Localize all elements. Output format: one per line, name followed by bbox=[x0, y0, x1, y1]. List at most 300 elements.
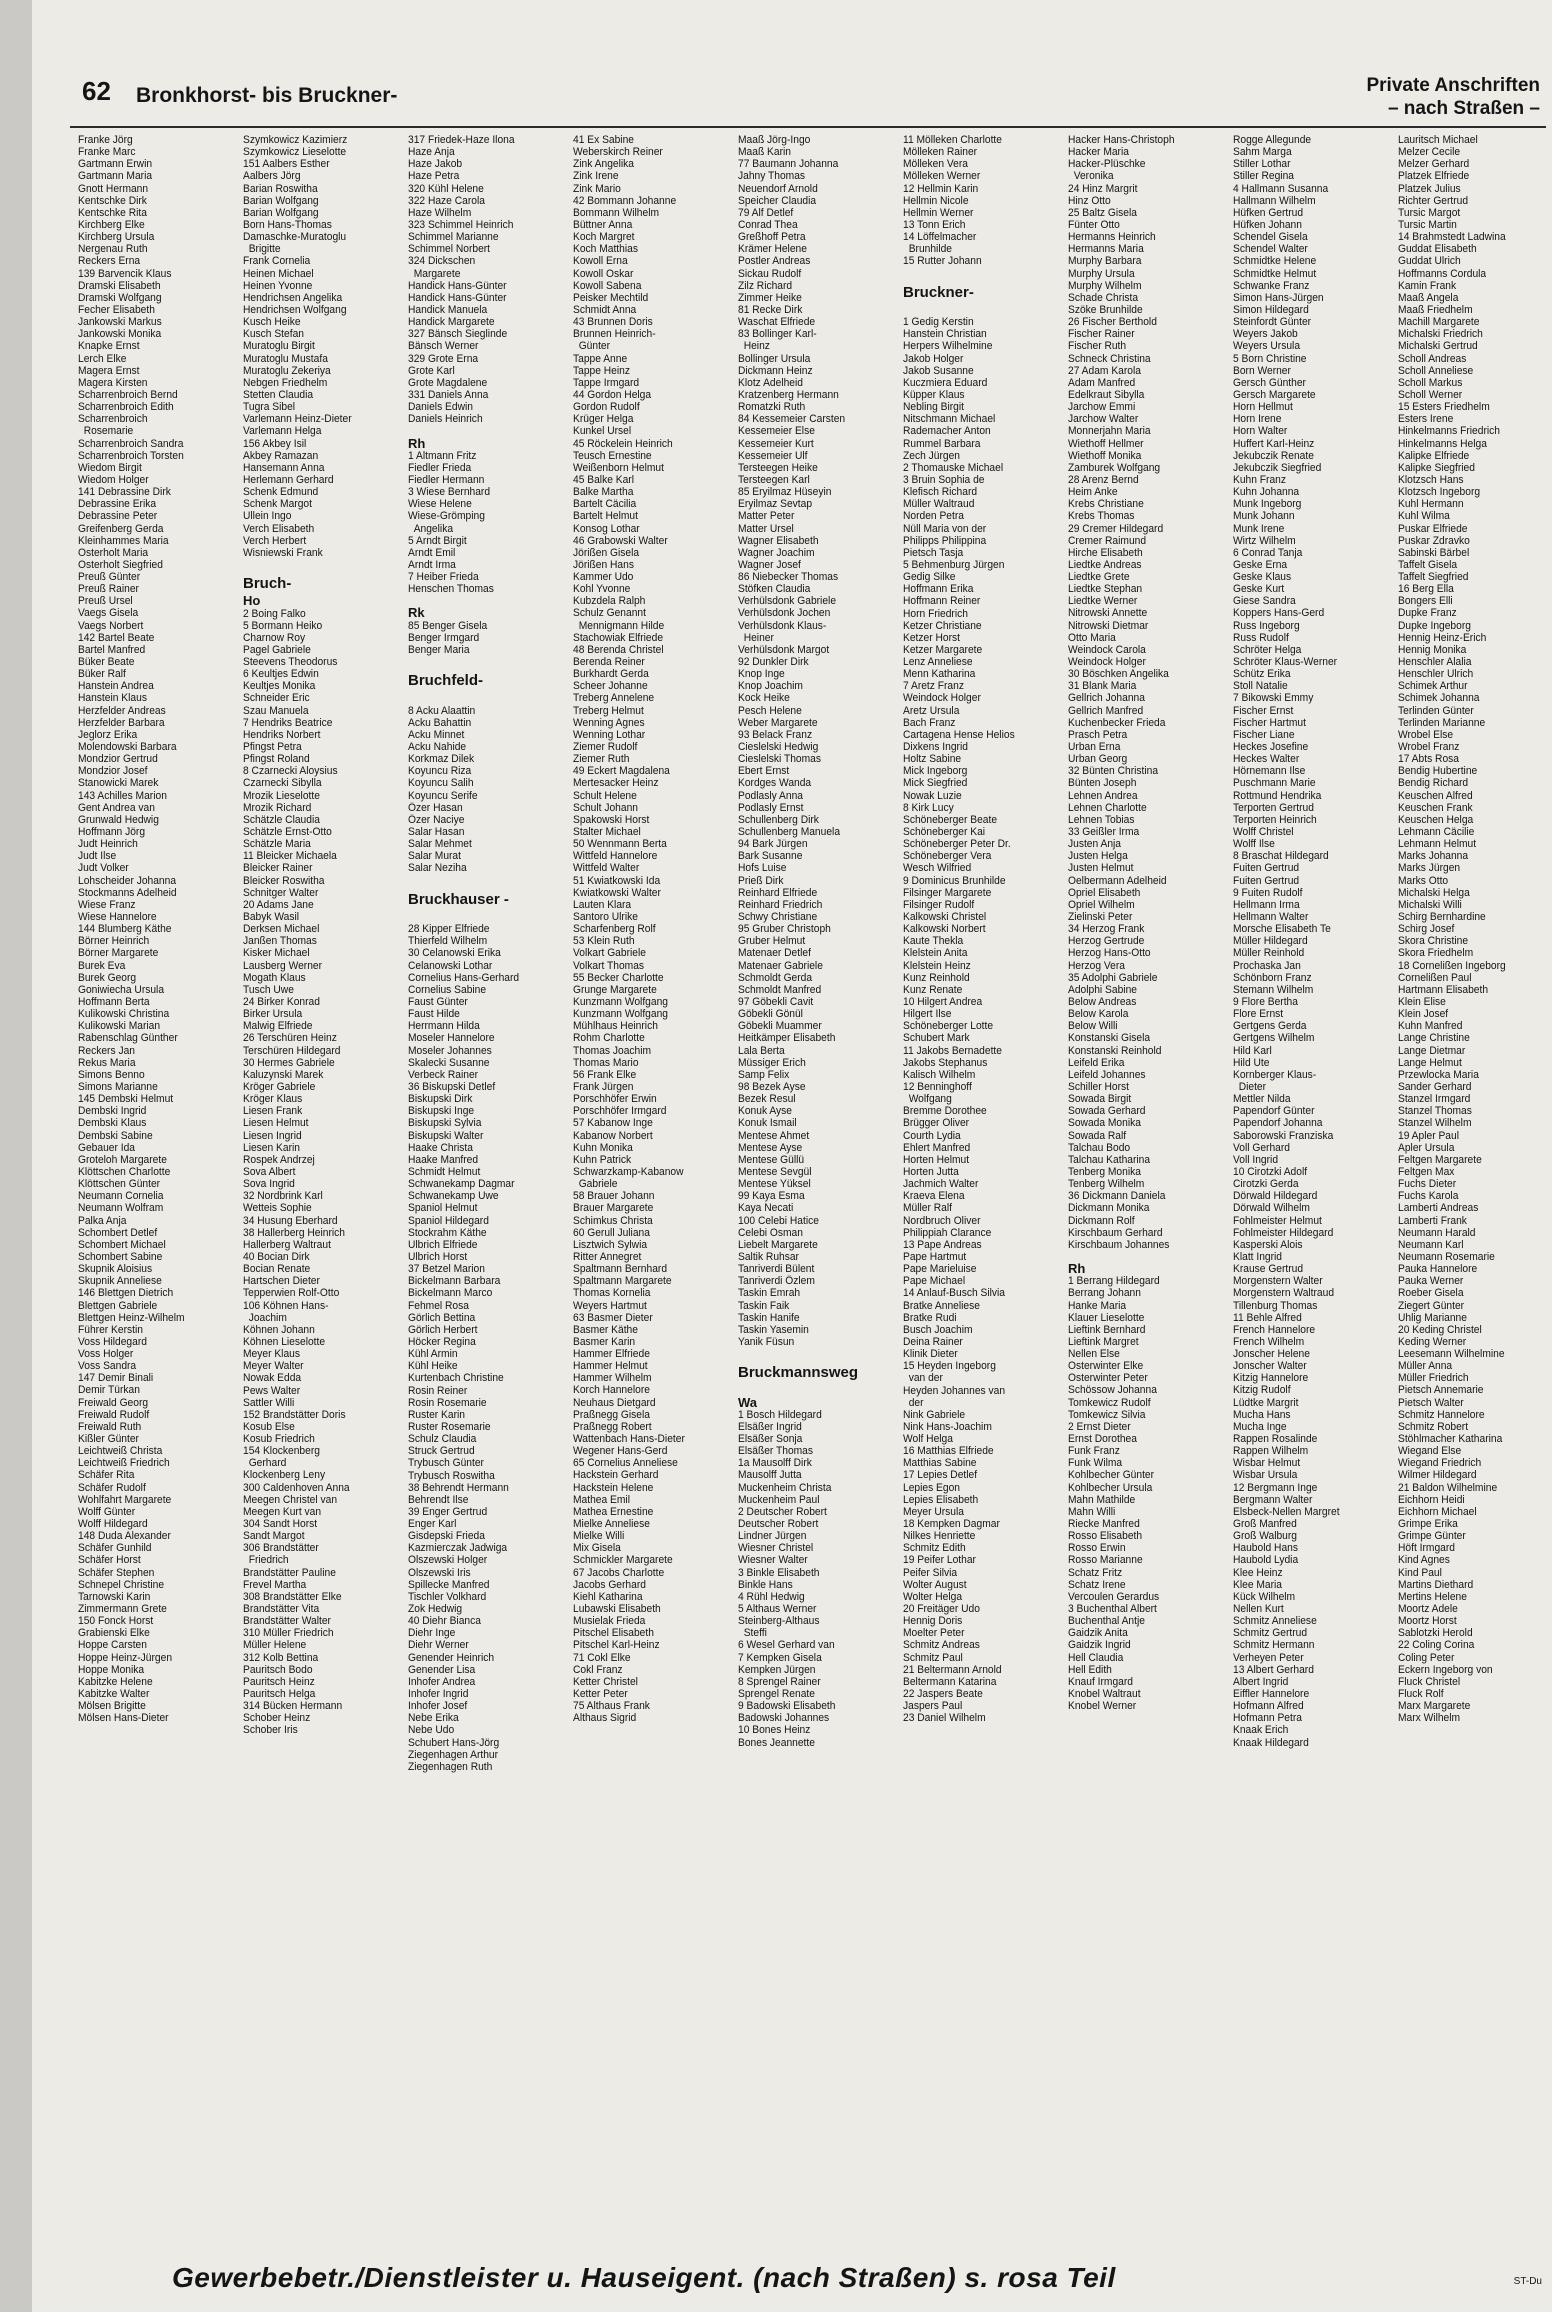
page-edge-shadow bbox=[0, 0, 32, 2312]
directory-entry: Cartagena Hense Helios bbox=[903, 728, 1015, 741]
directory-entry: Osterwinter Elke bbox=[1068, 1360, 1144, 1373]
directory-entry: Jakob Susanne bbox=[903, 364, 974, 377]
directory-entry: Trybusch Günter bbox=[408, 1457, 484, 1470]
directory-entry: Goniwiecha Ursula bbox=[78, 983, 165, 996]
directory-entry: Murphy Wilhelm bbox=[1068, 279, 1142, 292]
directory-entry: Gaidzik Ingrid bbox=[1068, 1639, 1131, 1652]
directory-entry: 93 Belack Franz bbox=[738, 728, 813, 741]
directory-entry: Lüdtke Margrit bbox=[1233, 1396, 1299, 1409]
directory-entry: 324 Dickschen bbox=[408, 255, 476, 268]
directory-entry: Schimmel Norbert bbox=[408, 243, 491, 256]
directory-entry: Kempken Jürgen bbox=[738, 1663, 816, 1676]
directory-entry: Lamberti Frank bbox=[1398, 1214, 1467, 1227]
directory-entry: 51 Kwiatkowski Ida bbox=[573, 874, 661, 887]
directory-entry: Jakob Holger bbox=[903, 352, 964, 365]
directory-entry: 24 Hinz Margrit bbox=[1068, 182, 1138, 195]
directory-entry: Hild Karl bbox=[1233, 1044, 1272, 1057]
directory-entry: 1 Bosch Hildegard bbox=[738, 1408, 822, 1421]
directory-entry: Meegen Christel van bbox=[243, 1493, 338, 1506]
directory-entry: Derksen Michael bbox=[243, 923, 320, 936]
directory-entry: Göbekli Muammer bbox=[738, 1020, 822, 1033]
directory-entry: Weber Margarete bbox=[738, 716, 818, 729]
directory-entry: 19 Peifer Lothar bbox=[903, 1554, 976, 1567]
directory-entry: Köhnen Johann bbox=[243, 1323, 315, 1336]
directory-entry: Dickmann Rolf bbox=[1068, 1214, 1135, 1227]
directory-entry: 320 Kühl Helene bbox=[408, 182, 484, 195]
directory-entry: Arndt Irma bbox=[408, 558, 456, 571]
directory-entry: Scholl Markus bbox=[1398, 376, 1463, 389]
directory-entry: 1 Gedig Kerstin bbox=[903, 316, 974, 329]
directory-entry: Klotzsch Hans bbox=[1398, 473, 1464, 486]
directory-entry: 55 Becker Charlotte bbox=[573, 971, 664, 984]
directory-entry: Barian Roswitha bbox=[243, 182, 318, 195]
directory-entry: 143 Achilles Marion bbox=[78, 789, 167, 802]
directory-entry: Schmidt Helmut bbox=[408, 1165, 481, 1178]
directory-entry: Gerhard bbox=[243, 1457, 287, 1470]
directory-entry: Oelbermann Adelheid bbox=[1068, 874, 1167, 887]
directory-entry: 150 Fonck Horst bbox=[78, 1615, 154, 1628]
directory-entry: Burek Georg bbox=[78, 971, 137, 984]
directory-entry: Mölsen Hans-Dieter bbox=[78, 1712, 169, 1725]
directory-entry: Klefisch Richard bbox=[903, 486, 978, 499]
directory-entry: Schöneberger Kai bbox=[903, 826, 986, 839]
directory-entry: Justen Helmut bbox=[1068, 862, 1134, 875]
directory-entry: Osterholt Siegfried bbox=[78, 558, 163, 571]
directory-entry: Schmidtke Helmut bbox=[1233, 267, 1317, 280]
directory-entry: Simon Hildegard bbox=[1233, 303, 1309, 316]
directory-entry: Mölleken Werner bbox=[903, 170, 981, 183]
directory-entry: Wolf Helga bbox=[903, 1433, 953, 1446]
directory-entry: Weberskirch Reiner bbox=[573, 146, 663, 159]
directory-entry: Zink Mario bbox=[573, 182, 621, 195]
directory-entry: Wiese Franz bbox=[78, 898, 136, 911]
column-5 bbox=[738, 134, 898, 2250]
directory-entry: Terporten Gertrud bbox=[1233, 801, 1314, 814]
directory-entry: Jonscher Walter bbox=[1233, 1360, 1307, 1373]
directory-entry: Bünten Joseph bbox=[1068, 777, 1137, 790]
directory-entry: Henschler Alalia bbox=[1398, 656, 1472, 669]
directory-entry: Koch Margret bbox=[573, 231, 635, 244]
directory-entry: Sandt Margot bbox=[243, 1530, 305, 1543]
directory-entry: Muratoglu Mustafa bbox=[243, 352, 328, 365]
directory-entry: Kowoll Oskar bbox=[573, 267, 634, 280]
directory-entry: Szymkowicz Kazimierz bbox=[243, 134, 348, 146]
directory-entry: Malwig Elfriede bbox=[243, 1020, 313, 1033]
directory-entry: Santoro Ulrike bbox=[573, 911, 638, 923]
directory-entry: Tappe Anne bbox=[573, 352, 628, 365]
directory-entry: Groteloh Margarete bbox=[78, 1153, 167, 1166]
directory-entry: Haake Manfred bbox=[408, 1153, 479, 1166]
directory-entry: Brandstätter Walter bbox=[243, 1615, 331, 1628]
spacer bbox=[408, 656, 552, 668]
directory-entry: Ebert Ernst bbox=[738, 765, 790, 778]
directory-entry: Ketter Peter bbox=[573, 1688, 628, 1700]
directory-entry: 18 Kempken Dagmar bbox=[903, 1518, 1000, 1531]
directory-entry: Mentese Ayse bbox=[738, 1141, 803, 1154]
directory-entry: Scholl Andreas bbox=[1398, 352, 1467, 365]
directory-entry: 31 Blank Maria bbox=[1068, 680, 1137, 693]
directory-entry: Mucha Inge bbox=[1233, 1420, 1287, 1433]
directory-entry: Leifeld Johannes bbox=[1068, 1068, 1146, 1081]
directory-entry: Benger Irmgard bbox=[408, 631, 480, 644]
directory-entry: Keuschen Helga bbox=[1398, 813, 1474, 826]
district-code: Wa bbox=[738, 1396, 758, 1409]
directory-entry: Knop Joachim bbox=[738, 680, 803, 693]
directory-entry: Schimmel Marianne bbox=[408, 231, 499, 244]
directory-entry: Preuß Günter bbox=[78, 571, 141, 584]
directory-entry: Pagel Gabriele bbox=[243, 643, 311, 656]
directory-entry: 10 Bones Heinz bbox=[738, 1724, 811, 1737]
directory-entry: Lindner Jürgen bbox=[738, 1530, 807, 1543]
directory-entry: Angelika bbox=[408, 522, 454, 535]
directory-entry: 32 Bünten Christina bbox=[1068, 765, 1159, 778]
district-code: Ho bbox=[243, 595, 261, 608]
directory-entry: Scharrenbroich Bernd bbox=[78, 388, 178, 401]
directory-entry: Inhofer Ingrid bbox=[408, 1688, 469, 1701]
directory-entry: Klauer Lieselotte bbox=[1068, 1311, 1145, 1324]
directory-entry: Wiethoff Hellmer bbox=[1068, 437, 1144, 450]
directory-entry: Jachmich Walter bbox=[903, 1178, 979, 1191]
directory-entry: 83 Bollinger Karl- bbox=[738, 328, 817, 341]
directory-entry: Sattler Willi bbox=[243, 1396, 295, 1409]
district-code: Rh bbox=[1068, 1263, 1086, 1276]
directory-entry: Rabenschlag Günther bbox=[78, 1032, 178, 1045]
column-4 bbox=[573, 134, 733, 2250]
directory-entry: Deutscher Robert bbox=[738, 1518, 819, 1531]
directory-entry: Grunge Margarete bbox=[573, 983, 657, 996]
directory-entry: 15 Rutter Johann bbox=[903, 255, 982, 268]
directory-entry: Müller Reinhold bbox=[1233, 947, 1305, 960]
directory-entry: Below Andreas bbox=[1068, 995, 1137, 1008]
directory-entry: Pape Michael bbox=[903, 1275, 966, 1288]
directory-entry: 106 Köhnen Hans- bbox=[243, 1299, 329, 1312]
directory-entry: Dembski Sabine bbox=[78, 1129, 153, 1142]
directory-entry: Höcker Regina bbox=[408, 1335, 476, 1348]
directory-entry: 2 Ernst Dieter bbox=[1068, 1420, 1131, 1433]
directory-entry: Schröter Klaus-Werner bbox=[1233, 656, 1338, 669]
directory-entry: Klein Josef bbox=[1398, 1008, 1449, 1021]
directory-entry: Keding Werner bbox=[1398, 1335, 1467, 1348]
directory-entry: Kisker Michael bbox=[243, 947, 310, 960]
directory-entry: Wiese Hannelore bbox=[78, 911, 157, 923]
directory-entry: Trybusch Roswitha bbox=[408, 1469, 495, 1482]
directory-entry: Mick Ingeborg bbox=[903, 765, 968, 778]
directory-entry: Schirg Bernhardine bbox=[1398, 911, 1486, 923]
directory-entry: Nüll Maria von der bbox=[903, 522, 987, 535]
directory-entry: Zech Jürgen bbox=[903, 449, 960, 462]
directory-entry: Gordon Rudolf bbox=[573, 401, 640, 414]
directory-entry: Scharrenbroich Sandra bbox=[78, 437, 184, 450]
directory-entry: Bommann Wilhelm bbox=[573, 206, 660, 219]
directory-entry: Hinkelmanns Friedrich bbox=[1398, 425, 1500, 438]
directory-entry: 34 Herzog Frank bbox=[1068, 923, 1145, 936]
directory-entry: Faust Hilde bbox=[408, 1008, 460, 1021]
directory-entry: 12 Benninghoff bbox=[903, 1080, 972, 1093]
directory-entry: Krüger Helga bbox=[573, 413, 634, 426]
directory-entry: Kabitzke Helene bbox=[78, 1675, 153, 1688]
directory-entry: Marx Margarete bbox=[1398, 1700, 1471, 1713]
directory-entry: Hild Ute bbox=[1233, 1056, 1270, 1069]
directory-entry: Basmer Karin bbox=[573, 1335, 636, 1348]
directory-entry: Musielak Frieda bbox=[573, 1615, 646, 1628]
directory-entry: Eichhorn Michael bbox=[1398, 1505, 1477, 1518]
directory-entry: Mahn Willi bbox=[1068, 1505, 1116, 1518]
directory-entry: Schendel Gisela bbox=[1233, 231, 1308, 244]
directory-entry: Schwanke Franz bbox=[1233, 279, 1310, 292]
directory-entry: Spakowski Horst bbox=[573, 813, 650, 826]
directory-entry: Schössow Johanna bbox=[1068, 1384, 1157, 1397]
directory-entry: Heckes Josefine bbox=[1233, 741, 1309, 754]
directory-entry: Rappen Rosalinde bbox=[1233, 1433, 1318, 1446]
directory-entry: Hennig Heinz-Erich bbox=[1398, 631, 1487, 644]
directory-entry: Hoffmanns Cordula bbox=[1398, 267, 1487, 280]
directory-entry: Skalecki Susanne bbox=[408, 1056, 490, 1069]
directory-entry: Kulikowski Christina bbox=[78, 1008, 170, 1021]
directory-entry: Meyer Klaus bbox=[243, 1348, 300, 1361]
directory-entry: Verhülsdonk Gabriele bbox=[738, 595, 837, 608]
directory-entry: Bendig Richard bbox=[1398, 777, 1469, 790]
directory-entry: Below Willi bbox=[1068, 1020, 1118, 1033]
directory-entry: Mölleken Vera bbox=[903, 158, 968, 171]
directory-entry: Hellmin Werner bbox=[903, 206, 974, 219]
directory-entry: Sablotzki Herold bbox=[1398, 1627, 1473, 1640]
directory-entry: Michalski Helga bbox=[1398, 886, 1470, 899]
column-2 bbox=[243, 134, 403, 2250]
directory-entry: Dembski Ingrid bbox=[78, 1105, 147, 1118]
directory-entry: Spillecke Manfred bbox=[408, 1578, 490, 1591]
directory-entry: Kentschke Rita bbox=[78, 206, 147, 219]
directory-entry: Rademacher Anton bbox=[903, 425, 991, 438]
directory-entry: Kirschbaum Gerhard bbox=[1068, 1226, 1163, 1239]
directory-entry: Aretz Ursula bbox=[903, 704, 960, 717]
directory-entry: Herlemann Gerhard bbox=[243, 473, 334, 486]
directory-entry: Liesen Ingrid bbox=[243, 1129, 302, 1142]
directory-entry: Jekubczik Siegfried bbox=[1233, 461, 1322, 474]
directory-entry: Schubert Hans-Jörg bbox=[408, 1736, 500, 1749]
directory-entry: Russ Rudolf bbox=[1233, 631, 1289, 644]
directory-entry: Pauka Werner bbox=[1398, 1275, 1464, 1288]
directory-entry: Frevel Martha bbox=[243, 1578, 307, 1591]
directory-entry: Thomas Mario bbox=[573, 1056, 639, 1069]
spacer bbox=[408, 692, 552, 704]
directory-entry: Hermanns Maria bbox=[1068, 243, 1144, 256]
directory-entry: Lepies Elisabeth bbox=[903, 1493, 979, 1506]
directory-entry: 28 Arenz Bernd bbox=[1068, 473, 1139, 486]
directory-entry: Lehnen Andrea bbox=[1068, 789, 1138, 802]
directory-entry: Liebelt Margarete bbox=[738, 1238, 818, 1251]
directory-entry: Terporten Heinrich bbox=[1233, 813, 1317, 826]
directory-entry: Krebs Thomas bbox=[1068, 510, 1135, 523]
directory-entry: Hoppe Monika bbox=[78, 1663, 145, 1676]
directory-entry: Nitschmann Michael bbox=[903, 413, 996, 426]
directory-entry: Handick Hans-Günter bbox=[408, 291, 507, 304]
directory-entry: Scholl Anneliese bbox=[1398, 364, 1474, 377]
directory-entry: Preuß Rainer bbox=[78, 583, 139, 596]
directory-entry: 63 Basmer Dieter bbox=[573, 1311, 653, 1324]
directory-entry: Lenz Anneliese bbox=[903, 656, 973, 669]
directory-entry: Kuhn Johanna bbox=[1233, 486, 1300, 499]
directory-entry: Praßnegg Gisela bbox=[573, 1408, 650, 1421]
directory-entry: Balke Martha bbox=[573, 486, 634, 499]
directory-entry: 45 Balke Karl bbox=[573, 473, 634, 486]
directory-entry: Badowski Johannes bbox=[738, 1712, 830, 1725]
directory-entry: Nebling Birgit bbox=[903, 401, 964, 414]
directory-entry: Keuschen Frank bbox=[1398, 801, 1473, 814]
directory-entry: 16 Matthias Elfriede bbox=[903, 1445, 994, 1458]
directory-entry: 85 Eryilmaz Hüseyin bbox=[738, 486, 832, 499]
directory-entry: Herpers Wilhelmine bbox=[903, 340, 993, 353]
directory-entry: Kessemeier Else bbox=[738, 425, 815, 438]
directory-entry: Matenaer Detlef bbox=[738, 947, 811, 960]
directory-entry: Berrang Johann bbox=[1068, 1287, 1141, 1300]
directory-entry: Skupnik Anneliese bbox=[78, 1275, 162, 1288]
directory-entry: Huffert Karl-Heinz bbox=[1233, 437, 1315, 450]
directory-entry: Kordges Wanda bbox=[738, 777, 812, 790]
directory-entry: Celanowski Lothar bbox=[408, 959, 493, 972]
directory-entry: Wiesner Walter bbox=[738, 1554, 808, 1567]
directory-entry: Berenda Reiner bbox=[573, 656, 645, 669]
directory-entry: Reinhard Elfriede bbox=[738, 886, 818, 899]
directory-entry: Schendel Walter bbox=[1233, 243, 1308, 256]
directory-entry: Schütz Erika bbox=[1233, 668, 1291, 681]
directory-entry: Cokl Franz bbox=[573, 1663, 623, 1676]
directory-entry: 18 Cornelißen Ingeborg bbox=[1398, 959, 1506, 972]
directory-entry: Freiwald Rudolf bbox=[78, 1408, 150, 1421]
directory-entry: Schäfer Gunhild bbox=[78, 1542, 152, 1555]
directory-entry: Hallmann Wilhelm bbox=[1233, 194, 1316, 207]
directory-entry: Bartel Manfred bbox=[78, 643, 146, 656]
directory-entry: Hoppe Carsten bbox=[78, 1639, 147, 1652]
directory-entry: 13 Tonn Erich bbox=[903, 218, 966, 231]
directory-entry: 100 Celebi Hatice bbox=[738, 1214, 819, 1227]
directory-entry: 39 Enger Gertrud bbox=[408, 1505, 488, 1518]
directory-entry: Wirtz Wilhelm bbox=[1233, 534, 1296, 547]
directory-entry: Verch Herbert bbox=[243, 534, 307, 547]
directory-entry: Kulikowski Marian bbox=[78, 1020, 161, 1033]
directory-entry: Koyuncu Serife bbox=[408, 789, 478, 802]
directory-entry: Kind Paul bbox=[1398, 1566, 1442, 1579]
directory-entry: Filsinger Rudolf bbox=[903, 898, 975, 911]
directory-entry: Gertgens Gerda bbox=[1233, 1020, 1307, 1033]
directory-entry: Bones Jeannette bbox=[738, 1736, 815, 1749]
directory-entry: Hendrichsen Wolfgang bbox=[243, 303, 347, 316]
directory-entry: Wilmer Hildegard bbox=[1398, 1469, 1477, 1482]
directory-entry: Marx Wilhelm bbox=[1398, 1712, 1461, 1725]
directory-entry: Birker Ursula bbox=[243, 1008, 303, 1021]
directory-entry: Bendig Hubertine bbox=[1398, 765, 1478, 778]
directory-entry: Szymkowicz Lieselotte bbox=[243, 146, 347, 159]
directory-entry: Nellen Else bbox=[1068, 1348, 1120, 1361]
directory-entry: Krause Gertrud bbox=[1233, 1263, 1304, 1276]
directory-entry: Schombert Detlef bbox=[78, 1226, 158, 1239]
directory-entry: Schober Iris bbox=[243, 1724, 298, 1737]
directory-entry: 24 Birker Konrad bbox=[243, 996, 320, 1008]
directory-entry: Sowada Birgit bbox=[1068, 1093, 1132, 1106]
directory-entry: Rosso Marianne bbox=[1068, 1554, 1143, 1567]
directory-entry: Haubold Hans bbox=[1233, 1542, 1298, 1555]
directory-entry: Kitzig Hannelore bbox=[1233, 1372, 1309, 1385]
directory-entry: 7 Heiber Frieda bbox=[408, 571, 479, 584]
directory-entry: Schmitz Paul bbox=[903, 1651, 963, 1664]
directory-entry: 92 Dunkler Dirk bbox=[738, 656, 809, 669]
directory-entry: Weyers Ursula bbox=[1233, 340, 1301, 353]
directory-entry: Hacker-Plüschke bbox=[1068, 158, 1146, 171]
directory-entry: Giese Sandra bbox=[1233, 595, 1296, 608]
directory-entry: Weindock Holger bbox=[903, 692, 981, 705]
directory-entry: 49 Eckert Magdalena bbox=[573, 765, 670, 778]
directory-entry: Varlemann Helga bbox=[243, 425, 322, 438]
directory-entry: Barian Wolfgang bbox=[243, 194, 319, 207]
directory-entry: Rosemarie bbox=[78, 425, 134, 438]
directory-entry: Nitrowski Dietmar bbox=[1068, 619, 1149, 632]
directory-entry: Zink Irene bbox=[573, 170, 619, 183]
directory-entry: Norden Petra bbox=[903, 510, 964, 523]
directory-entry: Guddat Elisabeth bbox=[1398, 243, 1477, 256]
directory-entry: Ketzer Horst bbox=[903, 631, 960, 644]
directory-entry: Taffelt Gisela bbox=[1398, 558, 1458, 571]
directory-entry: 9 Flore Bertha bbox=[1233, 995, 1298, 1008]
directory-entry: Schätzle Claudia bbox=[243, 813, 320, 826]
directory-entry: 36 Dickmann Daniela bbox=[1068, 1190, 1166, 1203]
directory-entry: Tischler Volkhard bbox=[408, 1590, 487, 1603]
directory-entry: Blettgen Heinz-Wilhelm bbox=[78, 1311, 185, 1324]
directory-entry: Sprengel Renate bbox=[738, 1688, 815, 1701]
directory-entry: Lieftink Margret bbox=[1068, 1335, 1139, 1348]
directory-entry: Cremer Raimund bbox=[1068, 534, 1147, 547]
directory-entry: Wiegand Friedrich bbox=[1398, 1457, 1482, 1470]
directory-entry: Michalski Willi bbox=[1398, 898, 1462, 911]
directory-entry: Stoll Natalie bbox=[1233, 680, 1288, 693]
directory-entry: 9 Badowski Elisabeth bbox=[738, 1700, 836, 1713]
directory-entry: Lausberg Werner bbox=[243, 959, 323, 972]
directory-entry: Muckenheim Christa bbox=[738, 1481, 832, 1494]
directory-entry: 147 Demir Binali bbox=[78, 1372, 154, 1385]
directory-entry: Kessemeier Kurt bbox=[738, 437, 814, 450]
directory-entry: Neumann Wolfram bbox=[78, 1202, 164, 1215]
directory-entry: Weyers Jakob bbox=[1233, 328, 1298, 341]
directory-entry: 14 Brahmstedt Ladwina bbox=[1398, 231, 1506, 244]
directory-entry: Fluck Christel bbox=[1398, 1675, 1461, 1688]
directory-entry: Pfingst Petra bbox=[243, 741, 302, 754]
directory-entry: Börner Heinrich bbox=[78, 935, 150, 948]
directory-entry: Scheer Johanne bbox=[573, 680, 648, 693]
directory-entry: 14 Anlauf-Busch Silvia bbox=[903, 1287, 1006, 1300]
directory-entry: Fecher Elisabeth bbox=[78, 303, 155, 316]
directory-entry: Tanriverdi Özlem bbox=[738, 1275, 815, 1288]
directory-entry: 2 Deutscher Robert bbox=[738, 1505, 827, 1518]
directory-entry: 2 Thomauske Michael bbox=[903, 461, 1004, 474]
directory-entry: Hirche Elisabeth bbox=[1068, 546, 1143, 559]
directory-entry: Muckenheim Paul bbox=[738, 1493, 820, 1506]
directory-entry: 15 Heyden Ingeborg bbox=[903, 1360, 996, 1373]
directory-entry: Klöttschen Günter bbox=[78, 1178, 161, 1191]
directory-entry: Schäfer Rudolf bbox=[78, 1481, 146, 1494]
directory-entry: Podlasly Ernst bbox=[738, 801, 804, 814]
directory-entry: 314 Bücken Hermann bbox=[243, 1700, 343, 1713]
directory-entry: Horn Friedrich bbox=[903, 607, 968, 620]
directory-entry: Führer Kerstin bbox=[78, 1323, 143, 1336]
directory-entry: Inhofer Andrea bbox=[408, 1675, 476, 1688]
directory-entry: Grabienski Elke bbox=[78, 1627, 150, 1640]
directory-entry: Verhülsdonk Jochen bbox=[738, 607, 831, 620]
directory-entry: Lauten Klara bbox=[573, 898, 632, 911]
directory-entry: Wisbar Ursula bbox=[1233, 1469, 1298, 1482]
directory-entry: Schöneberger Vera bbox=[903, 850, 992, 863]
directory-entry: Nowak Luzie bbox=[903, 789, 962, 802]
directory-entry: Wagner Elisabeth bbox=[738, 534, 819, 547]
directory-entry: Morsche Elisabeth Te bbox=[1233, 923, 1331, 936]
directory-entry: Ziegenhagen Ruth bbox=[408, 1760, 493, 1773]
